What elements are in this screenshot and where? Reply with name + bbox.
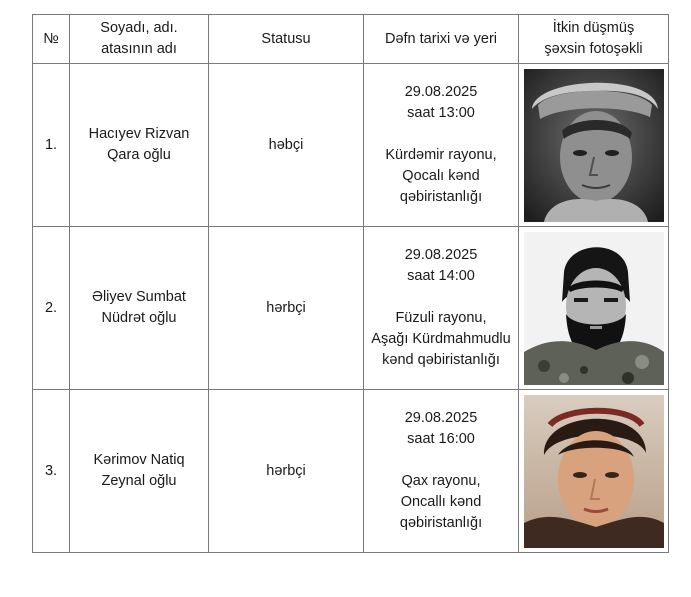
header-number-label: № [43, 30, 59, 47]
header-name-line1: Soyadı, adı. [100, 20, 178, 36]
table-header-row [33, 15, 669, 64]
cell-burial [364, 227, 519, 390]
cell-burial [364, 390, 519, 553]
header-photo [519, 15, 669, 64]
cell-number [33, 64, 70, 227]
header-status [209, 15, 364, 64]
burial-date: 29.08.2025 [404, 410, 478, 426]
cell-status [209, 227, 364, 390]
header-name [70, 15, 209, 64]
burial-date: 29.08.2025 [404, 247, 478, 263]
burial-time: saat 14:00 [407, 268, 475, 284]
header-photo-line2: şəxsin fotoşəkli [544, 41, 643, 57]
burial-place-line3: qəbiristanlığı [399, 515, 483, 531]
table-row [33, 64, 669, 227]
burial-date: 29.08.2025 [404, 84, 478, 100]
cell-name [70, 64, 209, 227]
person-photo [524, 232, 664, 385]
person-photo [524, 395, 664, 548]
cell-photo [519, 227, 669, 390]
person-name-line1: Əliyev Sumbat [92, 289, 186, 305]
cell-number [33, 227, 70, 390]
burial-place-line1: Kürdəmir rayonu, [385, 147, 497, 163]
row-number: 3. [44, 462, 58, 479]
photo-portrait-1 [524, 69, 664, 222]
cell-photo [519, 64, 669, 227]
person-name-line1: Hacıyev Rizvan [88, 126, 190, 142]
table-row [33, 390, 669, 553]
burial-place-line3: qəbiristanlığı [399, 189, 483, 205]
cell-photo [519, 390, 669, 553]
burial-place-line2: Qocalı kənd [402, 168, 480, 184]
burial-table [32, 14, 669, 553]
person-status: həbçi [268, 136, 304, 153]
person-status: hərbçi [266, 299, 306, 316]
burial-place-line2: Oncallı kənd [400, 494, 482, 510]
row-number: 2. [44, 299, 58, 316]
burial-time: saat 16:00 [407, 431, 475, 447]
burial-place-line1: Qax rayonu, [401, 473, 481, 489]
cell-name [70, 227, 209, 390]
row-number: 1. [44, 136, 58, 153]
header-name-line2: atasının adı [101, 41, 177, 57]
header-burial [364, 15, 519, 64]
person-name-line1: Kərimov Natiq [93, 452, 185, 468]
header-photo-line1: İtkin düşmüş [552, 20, 635, 36]
table-row [33, 227, 669, 390]
photo-portrait-3 [524, 395, 664, 548]
person-name-line2: Qara oğlu [107, 147, 171, 163]
cell-name [70, 390, 209, 553]
header-burial-label: Dəfn tarixi və yeri [384, 30, 497, 47]
person-status: hərbçi [266, 462, 306, 479]
person-photo [524, 69, 664, 222]
burial-place-line3: kənd qəbiristanlığı [382, 352, 500, 368]
person-name-line2: Nüdrət oğlu [101, 310, 177, 326]
header-status-label: Statusu [261, 30, 311, 47]
header-number [33, 15, 70, 64]
burial-place-line2: Aşağı Kürdmahmudlu [371, 331, 511, 347]
cell-burial [364, 64, 519, 227]
cell-number [33, 390, 70, 553]
burial-time: saat 13:00 [407, 105, 475, 121]
photo-portrait-2 [524, 232, 664, 385]
person-name-line2: Zeynal oğlu [101, 473, 177, 489]
cell-status [209, 64, 364, 227]
cell-status [209, 390, 364, 553]
burial-place-line1: Füzuli rayonu, [395, 310, 487, 326]
